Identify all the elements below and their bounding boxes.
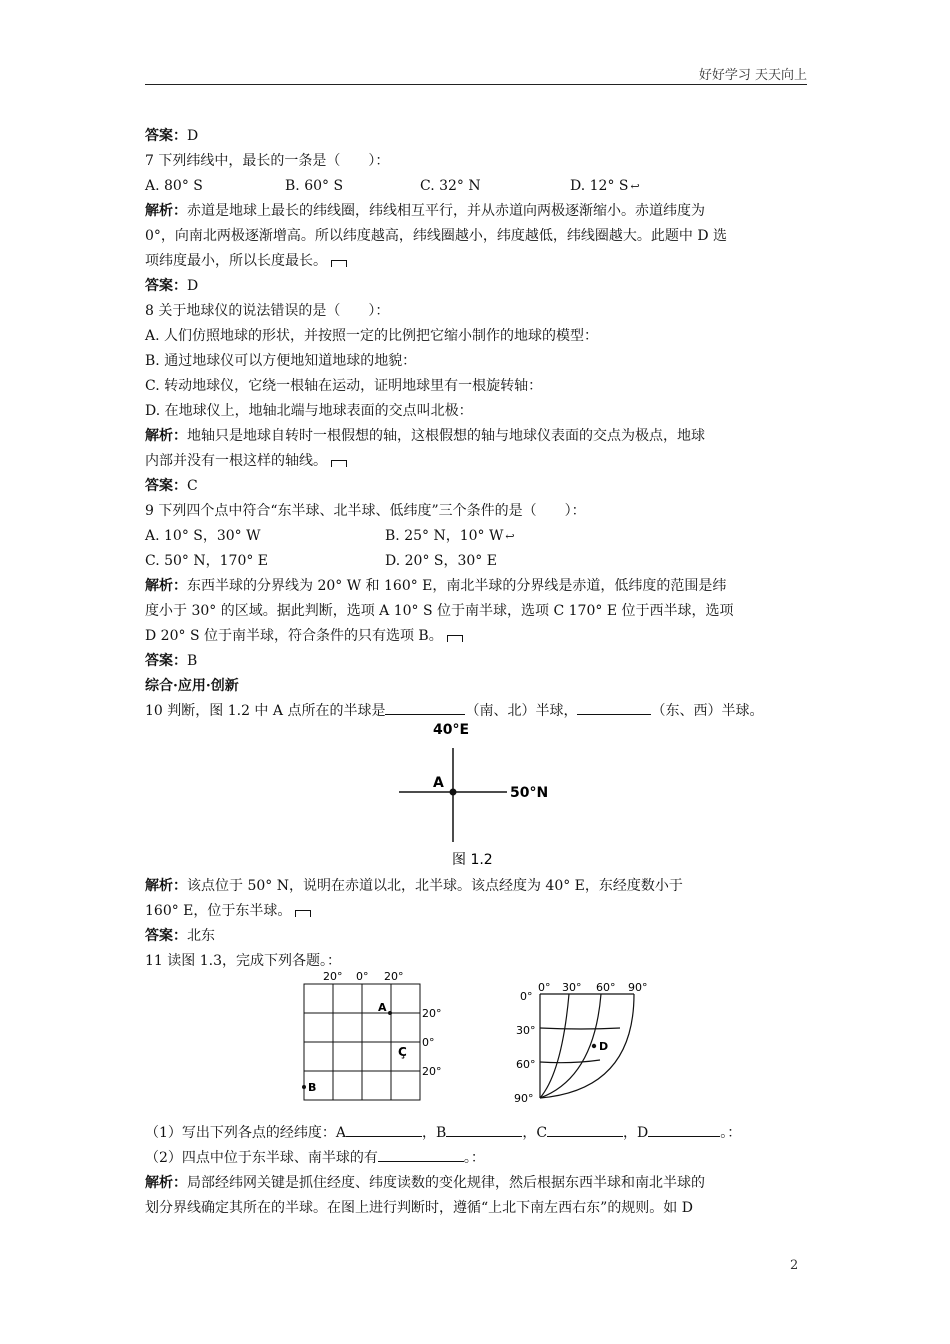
grid-label-a: A bbox=[378, 1001, 387, 1014]
polar-svg bbox=[512, 978, 672, 1108]
q9-analysis-line-2: 度小于 30° 的区域。据此判断，选项 A 10° S 位于南半球，选项 C 170° E 位于西半球，选项 bbox=[145, 603, 734, 619]
grid-point-a bbox=[388, 1011, 392, 1015]
paragraph-mark-icon bbox=[331, 460, 347, 467]
q8-option-a: A. 人们仿照地球的形状，并按照一定的比例把它缩小制作的地球的模型： bbox=[145, 328, 599, 344]
q7-options bbox=[145, 174, 807, 199]
lon-label: 40°E bbox=[433, 722, 470, 738]
polar-top-label-3: 30° bbox=[562, 981, 582, 994]
q11-analysis-line-1: 解析：局部经纬网关键是抓住经度、纬度读数的变化规律，然后根据东西半球和南北半球的 bbox=[145, 1175, 705, 1191]
q11-blank-d[interactable] bbox=[648, 1122, 720, 1137]
q11-sub2: （2）四点中位于东半球、南半球的有 。： bbox=[145, 1146, 807, 1171]
grid-top-label-2: 0° bbox=[356, 970, 369, 983]
q7-option-c: C. 32° N bbox=[420, 178, 481, 194]
figure-1-2-svg bbox=[395, 720, 565, 875]
q7-stem: 7 下列纬线中，最长的一条是（ ）： bbox=[145, 153, 390, 169]
polar-left-label-3: 90° bbox=[514, 1092, 534, 1105]
q7-analysis-line-1: 解析：赤道是地球上最长的纬线圈，纬线相互平行，并从赤道向两极逐渐缩小。赤道纬度为 bbox=[145, 203, 705, 219]
polar-label-d: D bbox=[599, 1040, 609, 1053]
paragraph-mark-icon bbox=[447, 635, 463, 642]
grid-svg bbox=[298, 968, 468, 1108]
grid-right-label-2: 0° bbox=[422, 1036, 435, 1049]
q7-option-b: B. 60° S bbox=[285, 178, 344, 194]
q10-analysis-line-1: 解析：该点位于 50° N，说明在赤道以北，北半球。该点经度为 40° E，东经度数小于 bbox=[145, 878, 683, 894]
figure-1-3-polar bbox=[512, 978, 672, 1112]
grid-point-b bbox=[302, 1085, 306, 1089]
q7-analysis-line-2: 0°，向南北两极逐渐增高。所以纬度越高，纬线圈越小，纬度越低，纬线圈越大。此题中 D 选 bbox=[145, 228, 728, 244]
q11-stem: 11 读图 1.3，完成下列各题。： bbox=[145, 953, 341, 969]
point-a-dot bbox=[450, 789, 457, 796]
grid-right-label-1: 20° bbox=[422, 1007, 442, 1020]
lat-label: 50°N bbox=[510, 785, 549, 801]
polar-top-label-2: 0° bbox=[538, 981, 551, 994]
figure-caption: 图 1.2 bbox=[452, 852, 493, 868]
q9-stem: 9 下列四个点中符合“东半球、北半球、低纬度”三个条件的是（ ）： bbox=[145, 503, 586, 519]
q9-analysis-line-1: 解析：东西半球的分界线为 20° W 和 160° E，南北半球的分界线是赤道，低纬度的范围是纬 bbox=[145, 578, 727, 594]
q9-options-row-1 bbox=[145, 524, 807, 549]
document-content bbox=[145, 124, 807, 1221]
q11-analysis-line-2: 划分界线确定其所在的半球。在图上进行判断时，遵循“上北下南左西右东”的规则。如 D bbox=[145, 1200, 693, 1216]
grid-label-c: Ç bbox=[398, 1045, 407, 1059]
q8-option-c: C. 转动地球仪，它绕一根轴在运动，证明地球里有一根旋转轴： bbox=[145, 378, 543, 394]
section-heading: 综合·应用·创新 bbox=[145, 678, 239, 694]
polar-point-d bbox=[592, 1044, 596, 1048]
grid-label-b: B bbox=[308, 1081, 317, 1094]
q8-option-b: B. 通过地球仪可以方便地知道地球的地貌： bbox=[145, 353, 417, 369]
grid-top-label-3: 20° bbox=[384, 970, 404, 983]
q8-analysis-line-2: 内部并没有一根这样的轴线。 bbox=[145, 449, 807, 474]
q11-figure-space bbox=[145, 974, 807, 1121]
q11-blank-e[interactable] bbox=[378, 1147, 464, 1162]
q8-stem: 8 关于地球仪的说法错误的是（ ）： bbox=[145, 303, 390, 319]
q8-option-d: D. 在地球仪上，地轴北端与地球表面的交点叫北极： bbox=[145, 403, 473, 419]
q11-blank-b[interactable] bbox=[446, 1122, 522, 1137]
q11-blank-a[interactable] bbox=[346, 1122, 422, 1137]
q10-blank-2[interactable] bbox=[577, 700, 651, 715]
q9-analysis-line-3: D 20° S 位于南半球，符合条件的只有选项 B。 bbox=[145, 624, 807, 649]
header-rule bbox=[145, 84, 807, 85]
figure-1-3-grid bbox=[298, 968, 468, 1112]
q7-option-d: D. 12° S ↩ bbox=[570, 178, 640, 194]
polar-top-label-1: 0° bbox=[520, 990, 533, 1003]
grid-right-label-3: 20° bbox=[422, 1065, 442, 1078]
q6-answer: 答案：D bbox=[145, 128, 199, 144]
q10-answer: 答案：北东 bbox=[145, 928, 215, 944]
q7-option-a: A. 80° S bbox=[145, 178, 203, 194]
q9-option-c: C. 50° N，170° E bbox=[145, 553, 269, 569]
paragraph-mark-icon bbox=[295, 910, 311, 917]
q10-analysis-line-2: 160° E，位于东半球。 bbox=[145, 899, 807, 924]
q8-analysis-line-1: 解析：地轴只是地球自转时一根假想的轴，这根假想的轴与地球仪表面的交点为极点，地球 bbox=[145, 428, 705, 444]
q11-blank-c[interactable] bbox=[547, 1122, 623, 1137]
page-header: 好好学习 天天向上 bbox=[698, 68, 807, 83]
q9-answer: 答案：B bbox=[145, 653, 198, 669]
q9-option-d: D. 20° S，30° E bbox=[385, 553, 497, 569]
page-number: 2 bbox=[790, 1258, 799, 1273]
figure-1-2 bbox=[395, 720, 565, 879]
q8-answer: 答案：C bbox=[145, 478, 198, 494]
polar-left-label-1: 30° bbox=[516, 1024, 536, 1037]
q10-stem: 10 判断，图 1.2 中 A 点所在的半球是 （南、北）半球， （东、西）半球。 bbox=[145, 699, 807, 724]
q9-option-a: A. 10° S，30° W bbox=[145, 528, 261, 544]
q10-blank-1[interactable] bbox=[385, 700, 465, 715]
point-a-label: A bbox=[433, 775, 444, 791]
q7-analysis-line-3: 项纬度最小，所以长度最长。 bbox=[145, 249, 807, 274]
polar-top-label-5: 90° bbox=[628, 981, 648, 994]
q9-options-row-2 bbox=[145, 549, 807, 574]
polar-left-label-2: 60° bbox=[516, 1058, 536, 1071]
polar-top-label-4: 60° bbox=[596, 981, 616, 994]
q11-sub1: （1）写出下列各点的经纬度：A ，B ，C ，D 。： bbox=[145, 1121, 807, 1146]
q7-answer: 答案：D bbox=[145, 278, 199, 294]
q9-option-b: B. 25° N，10° W ↩ bbox=[385, 528, 515, 544]
paragraph-mark-icon bbox=[331, 260, 347, 267]
grid-top-label-1: 20° bbox=[323, 970, 343, 983]
